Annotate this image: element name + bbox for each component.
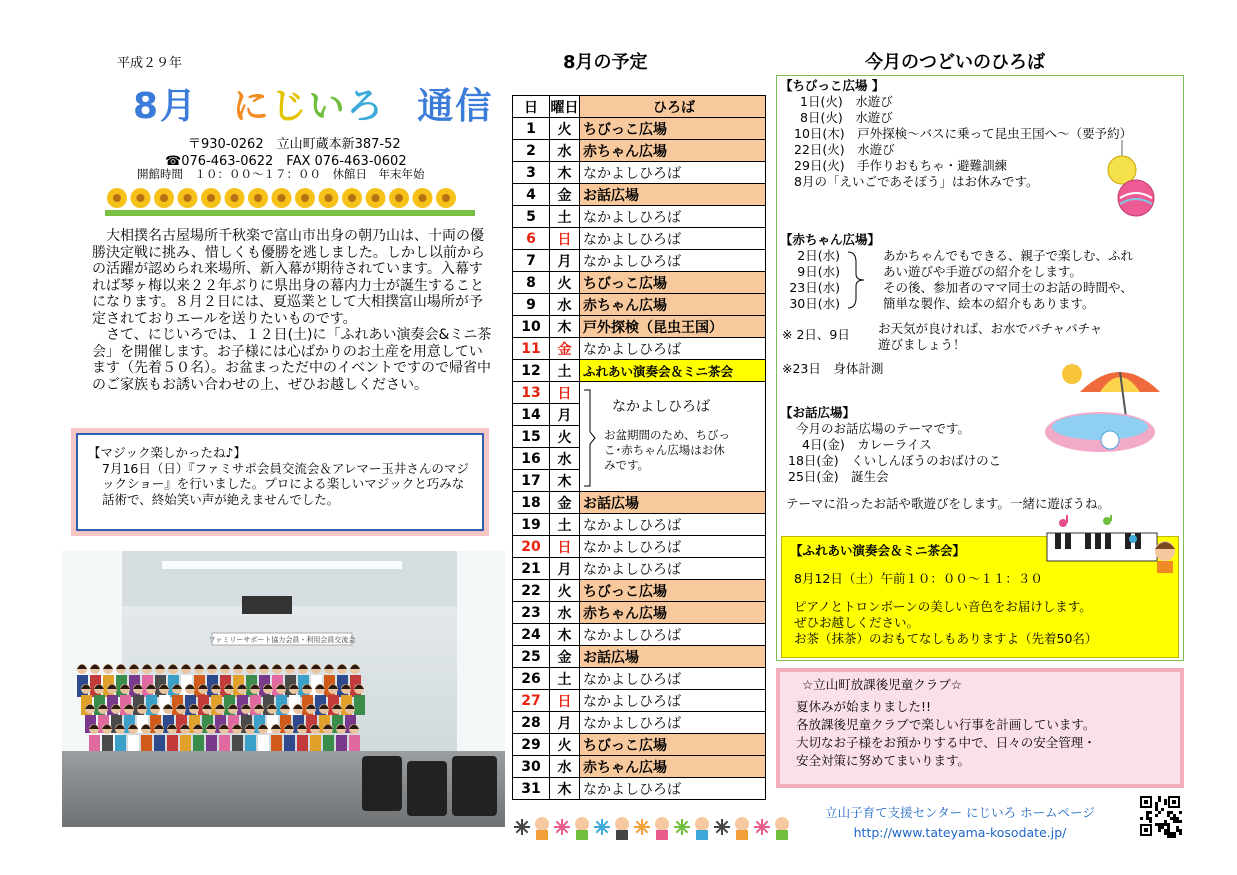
merged-note: お盆期間のため、ちびっこ･赤ちゃん広場はお休みです。: [604, 428, 731, 472]
footer-center-name: 立山子育て支援センター にじいろ ホームページ: [825, 805, 1095, 820]
schedule-place: 赤ちゃん広場: [580, 140, 766, 162]
schedule-weekday: 月: [550, 250, 580, 272]
schedule-row: [513, 778, 766, 800]
schedule-weekday: 土: [550, 206, 580, 228]
akachan-note2: ※23日 身体計測: [782, 361, 884, 376]
akachan-date: 30日(水): [789, 296, 840, 311]
schedule-weekday: 土: [550, 668, 580, 690]
akachan-note1-text: [878, 321, 1102, 353]
club-line: 夏休みが始まりました!!: [796, 699, 932, 714]
newsletter-title: [133, 78, 493, 129]
group-photo: [62, 551, 505, 827]
schedule-row: [513, 316, 766, 338]
chibikko-section: [780, 78, 1132, 190]
merged-title: なかよしひろば: [612, 399, 710, 415]
schedule-day: 30: [513, 756, 550, 778]
article-paragraph-1: 大相撲名古屋場所千秋楽で富山市出身の朝乃山は、十両の優勝決定戦に挑み、惜しくも優勝を逃しました。しかし以前からの活躍が認められ来場所、新入幕が期待されています。入幕すれば琴ヶ梅以来２２年ぶりに県出身の幕内力士が誕生することになります。８月２日には、夏巡業として大相撲富山場所が予定されておりエールを送りたいものです。: [92, 228, 485, 327]
schedule-row: [513, 602, 766, 624]
footer-url-link[interactable]: http://www.tateyama-kosodate.jp/: [853, 825, 1067, 840]
schedule-place: ふれあい演奏会＆ミニ茶会: [580, 360, 766, 382]
fureai-line: お茶（抹茶）のおもてなしもありますよ（先着50名）: [794, 631, 1098, 646]
schedule-place: なかよしひろば: [580, 228, 766, 250]
chibikko-item: 8日(火) 水遊び: [800, 110, 893, 125]
schedule-weekday: 月: [550, 404, 580, 426]
brace-decoration: [846, 250, 868, 310]
schedule-place: 赤ちゃん広場: [580, 756, 766, 778]
schedule-day: 24: [513, 624, 550, 646]
akachan-desc-line: その後、参加者のママ同士のお話の時間や、: [883, 280, 1133, 295]
ohanashi-heading: 【お話広場】: [780, 405, 856, 420]
schedule-day: 5: [513, 206, 550, 228]
header-place: ひろば: [580, 96, 766, 118]
schedule-row: [513, 360, 766, 382]
schedule-row: [513, 184, 766, 206]
schedule-place: なかよしひろば: [580, 514, 766, 536]
schedule-row: [513, 382, 766, 404]
chibikko-heading: 【ちびっこ広場 】: [780, 78, 885, 93]
fureai-heading: 【ふれあい演奏会＆ミニ茶会】: [790, 543, 966, 558]
akachan-heading: 【赤ちゃん広場】: [780, 232, 881, 247]
akachan-note1-label: ※ 2日、9日: [782, 327, 850, 342]
fureai-datetime: 8月12日（土）午前１０：００～１１：３０: [794, 571, 1043, 586]
schedule-place: なかよしひろば: [580, 558, 766, 580]
schedule-weekday: 火: [550, 734, 580, 756]
schedule-row: [513, 734, 766, 756]
piano-keyboard-illustration: [1043, 515, 1183, 575]
akachan-date: 2日(水): [797, 248, 840, 263]
fureai-line: ぜひお越しください。: [794, 615, 920, 630]
title-suffix: 通信: [417, 86, 494, 127]
schedule-weekday: 火: [550, 580, 580, 602]
schedule-place: 戸外探検（昆虫王国）: [580, 316, 766, 338]
schedule-weekday: 火: [550, 272, 580, 294]
schedule-weekday: 木: [550, 316, 580, 338]
schedule-day: 29: [513, 734, 550, 756]
schedule-row: [513, 140, 766, 162]
schedule-weekday: 月: [550, 558, 580, 580]
phone-fax: ☎076-463-0622 FAX 076-463-0602: [165, 154, 407, 169]
schedule-weekday: 木: [550, 624, 580, 646]
schedule-weekday: 火: [550, 118, 580, 140]
schedule-place: なかよしひろば: [580, 624, 766, 646]
schedule-day: 18: [513, 492, 550, 514]
schedule-weekday: 金: [550, 184, 580, 206]
footer-decoration-icons: [512, 812, 802, 842]
schedule-day: 20: [513, 536, 550, 558]
note1-line: 遊びましょう！: [878, 337, 966, 352]
schedule-place: ちびっこ広場: [580, 580, 766, 602]
akachan-description: [883, 248, 1133, 312]
schedule-row: [513, 492, 766, 514]
akachan-desc-line: あかちゃんでもできる、親子で楽しむ、ふれ: [883, 248, 1134, 263]
main-article: [92, 228, 492, 393]
schedule-weekday: 金: [550, 646, 580, 668]
sunflower-row-decoration: [105, 186, 475, 220]
ohanashi-section: [780, 405, 1001, 485]
schedule-day: 23: [513, 602, 550, 624]
akachan-desc-line: あい遊びや手遊びの紹介をします。: [883, 264, 1083, 279]
akachan-desc-line: 簡単な製作、絵本の紹介もあります。: [883, 296, 1095, 311]
schedule-place: なかよしひろば: [580, 338, 766, 360]
schedule-place: 赤ちゃん広場: [580, 294, 766, 316]
schedule-day: 3: [513, 162, 550, 184]
schedule-weekday: 火: [550, 426, 580, 448]
schedule-weekday: 日: [550, 382, 580, 404]
water-balloon-illustration: [1100, 140, 1160, 222]
ohanashi-intro: 今月のお話広場のテーマです。: [796, 421, 971, 436]
schedule-day: 28: [513, 712, 550, 734]
opening-hours: 開館時間 １０：００～１７：００ 休館日 年末年始: [137, 167, 425, 181]
schedule-place: なかよしひろば: [580, 690, 766, 712]
schedule-row: [513, 206, 766, 228]
club-line: 各放課後児童クラブで楽しい行事を計画しています。: [796, 717, 1096, 732]
chibikko-item: 10日(木) 戸外探検～バスに乗って昆虫王国へ～（要予約）: [794, 126, 1133, 141]
akachan-date: 9日(水): [797, 264, 840, 279]
schedule-day: 10: [513, 316, 550, 338]
schedule-weekday: 土: [550, 514, 580, 536]
schedule-row: [513, 712, 766, 734]
schedule-day: 14: [513, 404, 550, 426]
fureai-line: ピアノとトロンボーンの美しい音色をお届けします。: [794, 599, 1092, 614]
schedule-row: [513, 162, 766, 184]
photo-banner-text: ファミリーサポート協力会員・利用会員交流会: [208, 636, 356, 644]
schedule-place: お話広場: [580, 646, 766, 668]
schedule-row: [513, 228, 766, 250]
schedule-header-row: [513, 96, 766, 118]
schedule-place: なかよしひろば: [580, 712, 766, 734]
magic-show-box: [76, 433, 484, 531]
era-label: 平成２９年: [117, 56, 183, 71]
schedule-weekday: 日: [550, 536, 580, 558]
chibikko-item: 29日(火) 手作りおもちゃ・避難訓練: [794, 158, 1008, 173]
schedule-obon-merged-cell: [580, 382, 766, 492]
schedule-weekday: 水: [550, 602, 580, 624]
schedule-row: [513, 118, 766, 140]
schedule-row: [513, 624, 766, 646]
schedule-row: [513, 690, 766, 712]
schedule-place: ちびっこ広場: [580, 272, 766, 294]
schedule-weekday: 木: [550, 470, 580, 492]
schedule-weekday: 水: [550, 140, 580, 162]
note1-line: お天気が良ければ、お水でパチャパチャ: [878, 321, 1103, 336]
schedule-day: 15: [513, 426, 550, 448]
schedule-day: 11: [513, 338, 550, 360]
chibikko-item: 1日(火) 水遊び: [800, 94, 893, 109]
schedule-place: なかよしひろば: [580, 668, 766, 690]
schedule-weekday: 日: [550, 690, 580, 712]
schedule-row: [513, 756, 766, 778]
ohanashi-item: 4日(金) カレーライス: [802, 437, 932, 452]
akachan-section: [780, 232, 880, 248]
tsudoi-title: 今月のつどいのひろば: [865, 52, 1045, 73]
ohanashi-footer: テーマに沿ったお話や歌遊びをします。一緒に遊ぼうね。: [786, 496, 1111, 511]
schedule-place: お話広場: [580, 184, 766, 206]
schedule-row: [513, 272, 766, 294]
schedule-place: なかよしひろば: [580, 206, 766, 228]
magic-heading: 【マジック楽しかったね♪】: [88, 445, 246, 460]
chibikko-item: 8月の「えいごであそぼう」はお休みです。: [794, 174, 1039, 189]
title-name: にじいろ: [232, 86, 385, 127]
schedule-row: [513, 536, 766, 558]
schedule-place: お話広場: [580, 492, 766, 514]
chibikko-item: 22日(火) 水遊び: [794, 142, 895, 157]
schedule-day: 19: [513, 514, 550, 536]
postal-address: 〒930-0262 立山町蔵本新387-52: [188, 137, 401, 152]
schedule-row: [513, 514, 766, 536]
schedule-day: 7: [513, 250, 550, 272]
schedule-day: 12: [513, 360, 550, 382]
schedule-day: 27: [513, 690, 550, 712]
schedule-day: 25: [513, 646, 550, 668]
pool-illustration: [1040, 352, 1180, 462]
schedule-day: 1: [513, 118, 550, 140]
schedule-day: 8: [513, 272, 550, 294]
header-day: 日: [513, 96, 550, 118]
schedule-place: なかよしひろば: [580, 536, 766, 558]
schedule-weekday: 土: [550, 360, 580, 382]
schedule-place: ちびっこ広場: [580, 118, 766, 140]
schedule-day: 13: [513, 382, 550, 404]
schedule-row: [513, 580, 766, 602]
schedule-day: 26: [513, 668, 550, 690]
schedule-place: なかよしひろば: [580, 162, 766, 184]
akachan-date: 23日(水): [789, 280, 840, 295]
schedule-weekday: 木: [550, 162, 580, 184]
schedule-day: 31: [513, 778, 550, 800]
magic-body: 7月16日（日）『ファミサポ会員交流会＆アレマー玉井さんのマジックショー』を行いました。プロによる楽しいマジックと巧みな話術で、終始笑い声が絶えませんでした。: [102, 460, 469, 507]
schedule-day: 22: [513, 580, 550, 602]
schedule-place: なかよしひろば: [580, 250, 766, 272]
schedule-row: [513, 250, 766, 272]
schedule-day: 9: [513, 294, 550, 316]
schedule-day: 21: [513, 558, 550, 580]
qr-code-icon[interactable]: [1138, 794, 1182, 838]
article-paragraph-2: さて、にじいろでは、１２日(土)に「ふれあい演奏会&ミニ茶会」を開催します。お子様には心ばかりのお土産を用意しています（先着５０名）。お盆まっただ中のイベントですので帰省中のご家族もお誘い合わせの上、ぜひお越しください。: [92, 327, 492, 393]
ohanashi-item: 18日(金) くいしんぼうのおばけのこ: [788, 453, 1002, 468]
schedule-row: [513, 558, 766, 580]
club-line: 大切なお子様をお預かりする中で、日々の安全管理・: [796, 735, 1096, 750]
schedule-row: [513, 338, 766, 360]
title-month: 8月: [133, 86, 199, 127]
schedule-weekday: 金: [550, 338, 580, 360]
schedule-weekday: 木: [550, 778, 580, 800]
august-schedule-table: [512, 95, 766, 800]
club-heading: ☆立山町放課後児童クラブ☆: [802, 677, 962, 692]
after-school-club-box: [776, 668, 1184, 788]
schedule-day: 6: [513, 228, 550, 250]
schedule-day: 16: [513, 448, 550, 470]
schedule-place: ちびっこ広場: [580, 734, 766, 756]
schedule-weekday: 水: [550, 448, 580, 470]
schedule-place: 赤ちゃん広場: [580, 602, 766, 624]
header-weekday: 曜日: [550, 96, 580, 118]
schedule-weekday: 水: [550, 294, 580, 316]
club-line: 安全対策に努めてまいります。: [796, 753, 971, 768]
ohanashi-item: 25日(金) 誕生会: [788, 469, 889, 484]
akachan-dates: [788, 248, 840, 312]
footer: [800, 803, 1120, 840]
schedule-row: [513, 668, 766, 690]
schedule-weekday: 金: [550, 492, 580, 514]
schedule-place: なかよしひろば: [580, 778, 766, 800]
schedule-row: [513, 646, 766, 668]
schedule-day: 17: [513, 470, 550, 492]
schedule-weekday: 月: [550, 712, 580, 734]
schedule-weekday: 水: [550, 756, 580, 778]
schedule-day: 2: [513, 140, 550, 162]
schedule-weekday: 日: [550, 228, 580, 250]
brace-decoration: [582, 388, 596, 488]
schedule-day: 4: [513, 184, 550, 206]
schedule-row: [513, 294, 766, 316]
schedule-title: 8月の予定: [563, 52, 648, 73]
